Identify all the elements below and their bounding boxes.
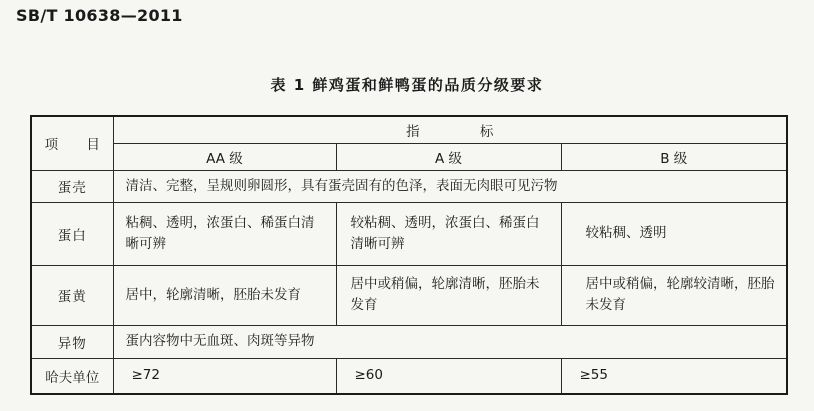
haugh-a-cell: ≥60 xyxy=(336,358,561,394)
quality-grade-table xyxy=(30,115,788,395)
yolk-a-cell: 居中或稍偏，轮廓清晰，胚胎未发育 xyxy=(336,265,561,325)
grade-a-header: A 级 xyxy=(336,143,561,170)
grade-aa-header: AA 级 xyxy=(113,143,336,170)
row-label-albumen: 蛋白 xyxy=(31,202,113,265)
table-row xyxy=(31,325,787,358)
foreign-matter-requirement: 蛋内容物中无血斑、肉斑等异物 xyxy=(113,325,787,358)
table-row xyxy=(31,170,787,202)
indicator-header-cell: 指 标 xyxy=(113,116,787,143)
yolk-aa-cell: 居中，轮廓清晰，胚胎未发育 xyxy=(113,265,336,325)
row-label-foreign-matter: 异物 xyxy=(31,325,113,358)
table-row xyxy=(31,358,787,394)
table-title: 表 1 鲜鸡蛋和鲜鸭蛋的品质分级要求 xyxy=(270,76,544,94)
header-row-grades xyxy=(31,143,787,170)
shell-requirement: 清洁、完整，呈规则卵圆形，具有蛋壳固有的色泽，表面无肉眼可见污物 xyxy=(113,170,787,202)
albumen-a-cell: 较粘稠、透明，浓蛋白、稀蛋白清晰可辨 xyxy=(336,202,561,265)
haugh-aa-cell: ≥72 xyxy=(113,358,336,394)
header-row-1 xyxy=(31,116,787,143)
yolk-b-cell: 居中或稍偏，轮廓较清晰，胚胎未发育 xyxy=(561,265,787,325)
table-row xyxy=(31,265,787,325)
haugh-b-cell: ≥55 xyxy=(561,358,787,394)
albumen-b-cell: 较粘稠、透明 xyxy=(561,202,787,265)
row-label-haugh-unit: 哈夫单位 xyxy=(31,358,113,394)
row-label-shell: 蛋壳 xyxy=(31,170,113,202)
albumen-aa-cell: 粘稠、透明，浓蛋白、稀蛋白清晰可辨 xyxy=(113,202,336,265)
row-label-yolk: 蛋黄 xyxy=(31,265,113,325)
table-row xyxy=(31,202,787,265)
grade-b-header: B 级 xyxy=(561,143,787,170)
item-header-cell: 项 目 xyxy=(31,116,113,170)
standard-code: SB/T 10638—2011 xyxy=(16,6,183,25)
